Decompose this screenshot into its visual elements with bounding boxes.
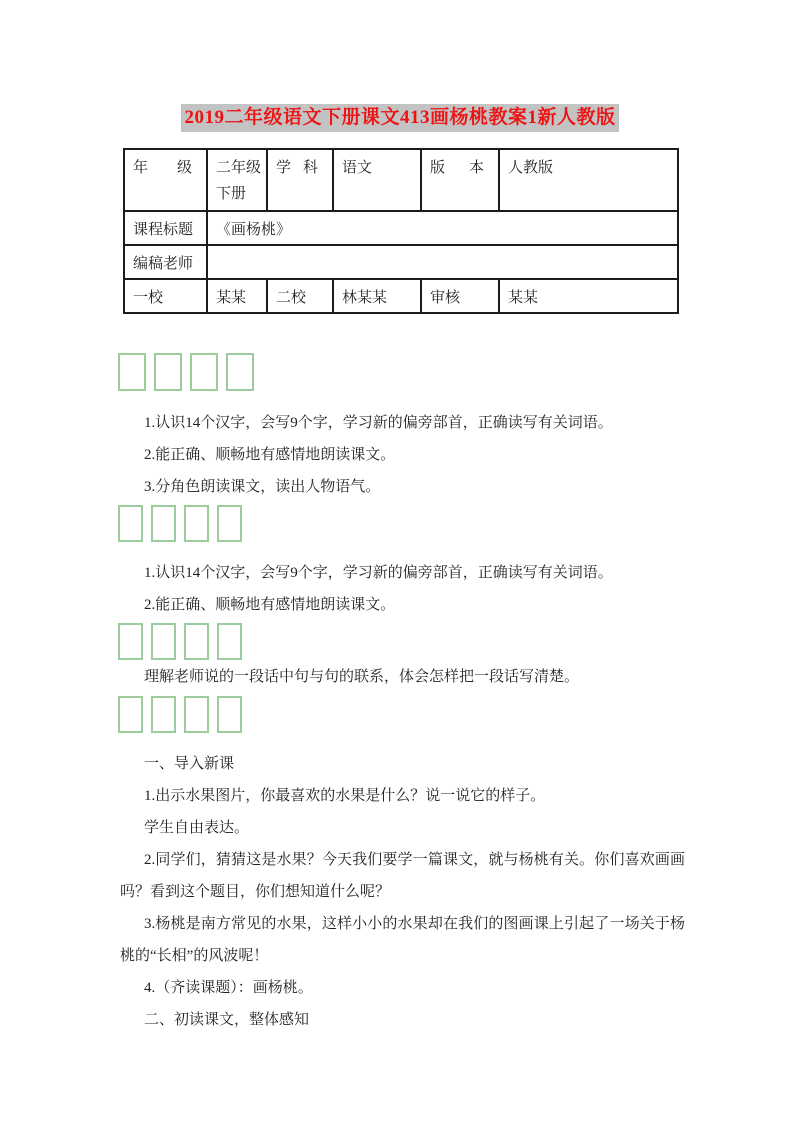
missing-glyph-box — [118, 505, 143, 542]
missing-glyph-box — [184, 505, 209, 542]
missing-glyph-box — [118, 353, 146, 391]
editor-value-cell — [207, 245, 678, 279]
section1-heading-placeholder-row — [118, 353, 685, 391]
missing-glyph-box — [190, 353, 218, 391]
missing-glyph-box — [217, 623, 242, 660]
paragraph: 3.杨桃是南方常见的水果，这样小小的水果却在我们的图画课上引起了一场关于杨桃的“长相”的风波呢！ — [120, 916, 685, 964]
grade-value-cell: 二年级下册 — [207, 149, 267, 211]
paragraph: 1.认识14个汉字，会写9个字，学习新的偏旁部首，正确读写有关词语。 — [144, 415, 613, 431]
missing-glyph-box — [226, 353, 254, 391]
missing-glyph-box — [151, 696, 176, 733]
paragraph: 1.出示水果图片，你最喜欢的水果是什么？说一说它的样子。 — [144, 788, 546, 804]
paragraph: 2.能正确、顺畅地有感情地朗读课文。 — [144, 447, 396, 463]
title-row — [0, 0, 800, 132]
review-value-cell: 某某 — [499, 279, 678, 313]
paragraph: 2.能正确、顺畅地有感情地朗读课文。 — [144, 597, 396, 613]
table-row-grade — [124, 149, 678, 211]
course-title-value-cell: 《画杨桃》 — [207, 211, 678, 245]
course-title-label-cell: 课程标题 — [124, 211, 207, 245]
table-row-proofread — [124, 279, 678, 313]
version-label-cell: 版本 — [421, 149, 499, 211]
section2-heading-placeholder-row — [118, 505, 685, 542]
missing-glyph-box — [184, 623, 209, 660]
version-value-cell: 人教版 — [499, 149, 678, 211]
section2-paragraphs — [120, 557, 685, 621]
section3-paragraphs — [120, 661, 685, 693]
proof1-label-cell: 一校 — [124, 279, 207, 313]
table-row-editor — [124, 245, 678, 279]
section4-heading-placeholder-row — [118, 696, 685, 733]
missing-glyph-box — [118, 623, 143, 660]
section1-paragraphs — [120, 407, 685, 503]
table-row-course-title — [124, 211, 678, 245]
proof2-value-cell: 林某某 — [333, 279, 421, 313]
proof1-value-cell: 某某 — [207, 279, 267, 313]
editor-label-cell: 编稿老师 — [124, 245, 207, 279]
missing-glyph-box — [217, 696, 242, 733]
missing-glyph-box — [118, 696, 143, 733]
proof2-label-cell: 二校 — [267, 279, 333, 313]
missing-glyph-box — [151, 623, 176, 660]
paragraph: 一、导入新课 — [144, 756, 235, 772]
document-body — [0, 353, 800, 1036]
section4-paragraphs — [120, 748, 685, 1036]
section3-heading-placeholder-row — [118, 623, 685, 660]
subject-label-cell: 学科 — [267, 149, 333, 211]
review-label-cell: 审核 — [421, 279, 499, 313]
missing-glyph-box — [151, 505, 176, 542]
paragraph: 学生自由表达。 — [144, 820, 250, 836]
missing-glyph-box — [184, 696, 209, 733]
subject-value-cell: 语文 — [333, 149, 421, 211]
document-title: 2019二年级语文下册课文413画杨桃教案1新人教版 — [181, 104, 618, 132]
paragraph: 理解老师说的一段话中句与句的联系，体会怎样把一段话写清楚。 — [144, 669, 580, 685]
paragraph: 4.（齐读课题）：画杨桃。 — [144, 980, 313, 996]
missing-glyph-box — [217, 505, 242, 542]
lesson-info-table — [123, 148, 679, 314]
paragraph: 3.分角色朗读课文，读出人物语气。 — [144, 479, 381, 495]
paragraph: 二、初读课文，整体感知 — [144, 1012, 310, 1028]
missing-glyph-box — [154, 353, 182, 391]
paragraph: 1.认识14个汉字，会写9个字，学习新的偏旁部首，正确读写有关词语。 — [144, 565, 613, 581]
paragraph: 2.同学们，猜猜这是水果？今天我们要学一篇课文，就与杨桃有关。你们喜欢画画吗？看到这个题目，你们想知道什么呢？ — [120, 852, 685, 900]
grade-label-cell: 年级 — [124, 149, 207, 211]
